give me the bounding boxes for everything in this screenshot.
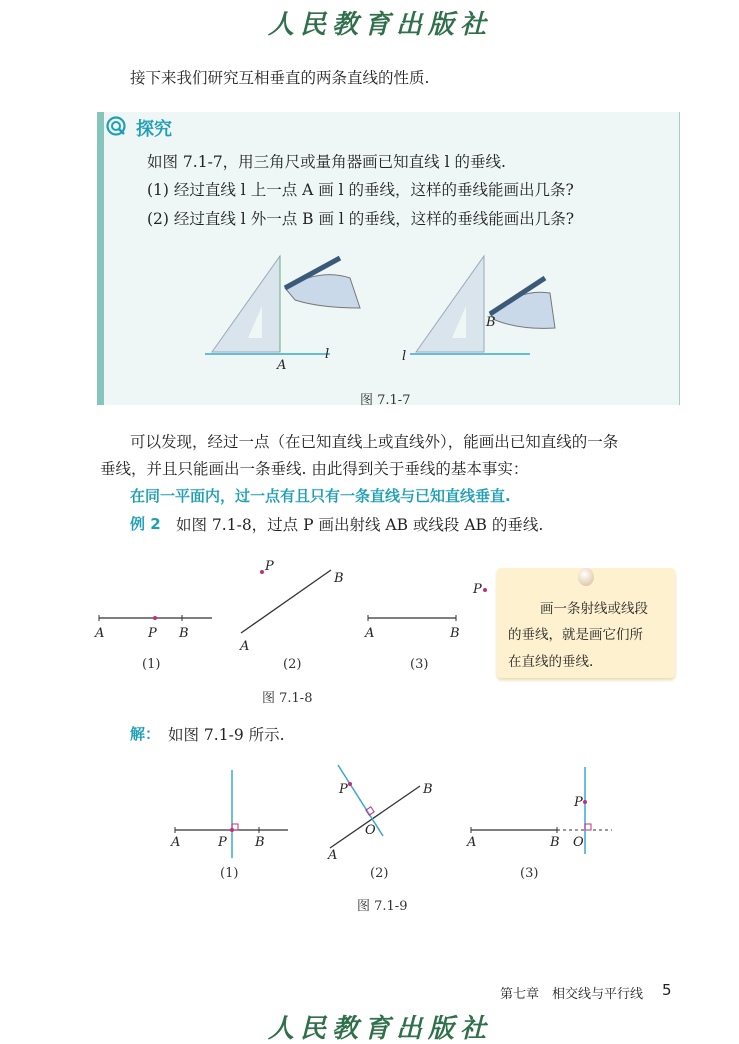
solution-label: 解：: [130, 725, 161, 743]
label-a: A: [277, 358, 287, 373]
page-number: 5: [662, 981, 672, 999]
example-label: 例 2: [130, 515, 161, 533]
publisher-logo-bottom: 人民教育出版社: [268, 1014, 493, 1044]
label-a: A: [95, 626, 105, 641]
point-p: [583, 800, 587, 804]
label-a: A: [365, 626, 375, 641]
label-l: l: [402, 349, 407, 364]
point-p: [153, 616, 157, 620]
note-line-3: 在直线的垂线.: [508, 654, 594, 670]
fig8-sub-1: (1): [142, 657, 161, 672]
point-p: [230, 828, 234, 832]
figure-7-1-9-caption: 图 7.1-9: [357, 899, 408, 914]
label-b: B: [486, 315, 496, 330]
label-b: B: [550, 835, 560, 850]
note-line-1: 画一条射线或线段: [540, 601, 648, 617]
paragraph-line-2: 垂线，并且只能画出一条垂线. 由此得到关于垂线的基本事实：: [100, 460, 529, 478]
fig9-sub-2: (2): [370, 866, 389, 881]
set-square-1: [212, 256, 280, 352]
fig9-sub-3: (3): [520, 866, 539, 881]
label-a: A: [240, 639, 250, 654]
basic-fact: 在同一平面内，过一点有且只有一条直线与已知直线垂直.: [130, 487, 511, 505]
explore-magnifier-icon: [106, 116, 128, 138]
paragraph-line-1: 可以发现，经过一点（在已知直线上或直线外），能画出已知直线的一条: [130, 433, 619, 451]
figure-7-1-7-caption: 图 7.1-7: [360, 393, 411, 408]
label-b: B: [255, 835, 265, 850]
intro-text: 接下来我们研究互相垂直的两条直线的性质.: [130, 69, 430, 87]
perpendicular-line: [338, 765, 383, 836]
point-p: [260, 570, 264, 574]
label-p: P: [574, 795, 583, 810]
label-a: A: [467, 835, 477, 850]
example-text: 如图 7.1-8，过点 P 画出射线 AB 或线段 AB 的垂线.: [176, 516, 544, 534]
pushpin-icon: [578, 568, 594, 586]
label-l: l: [325, 347, 330, 362]
label-p: P: [218, 835, 227, 850]
label-o: O: [573, 835, 584, 850]
label-p: P: [473, 582, 482, 597]
figure-7-1-9: [165, 762, 625, 872]
label-p: P: [265, 559, 274, 574]
figure-7-1-8-caption: 图 7.1-8: [262, 691, 313, 706]
footer-chapter: 第七章 相交线与平行线: [500, 987, 644, 1002]
label-a: A: [171, 835, 181, 850]
point-p: [348, 782, 352, 786]
fig8-sub-2: (2): [283, 657, 302, 672]
label-p: P: [339, 782, 348, 797]
solution-text: 如图 7.1-9 所示.: [168, 726, 285, 744]
note-line-2: 的垂线，就是画它们所: [508, 627, 643, 643]
figure-7-1-8: [90, 555, 490, 705]
point-p: [483, 588, 487, 592]
label-b: B: [334, 571, 344, 586]
right-angle-mark: [585, 824, 591, 830]
ray-ab-2: [241, 570, 331, 633]
label-b: B: [179, 626, 189, 641]
explore-line-3: (2) 经过直线 l 外一点 B 画 l 的垂线，这样的垂线能画出几条?: [147, 210, 575, 228]
explore-title: 探究: [136, 119, 172, 140]
label-b: B: [450, 626, 460, 641]
figure-7-1-7: [200, 248, 560, 378]
label-p: P: [148, 626, 157, 641]
explore-line-1: 如图 7.1-7，用三角尺或量角器画已知直线 l 的垂线.: [147, 153, 506, 171]
publisher-logo-top: 人民教育出版社: [268, 10, 493, 40]
label-a: A: [328, 848, 338, 863]
fig9-sub-1: (1): [220, 866, 239, 881]
label-o: O: [365, 823, 376, 838]
explore-line-2: (1) 经过直线 l 上一点 A 画 l 的垂线，这样的垂线能画出几条?: [147, 181, 574, 199]
fig8-sub-3: (3): [410, 657, 429, 672]
set-square-2: [416, 256, 484, 352]
label-b: B: [423, 782, 433, 797]
